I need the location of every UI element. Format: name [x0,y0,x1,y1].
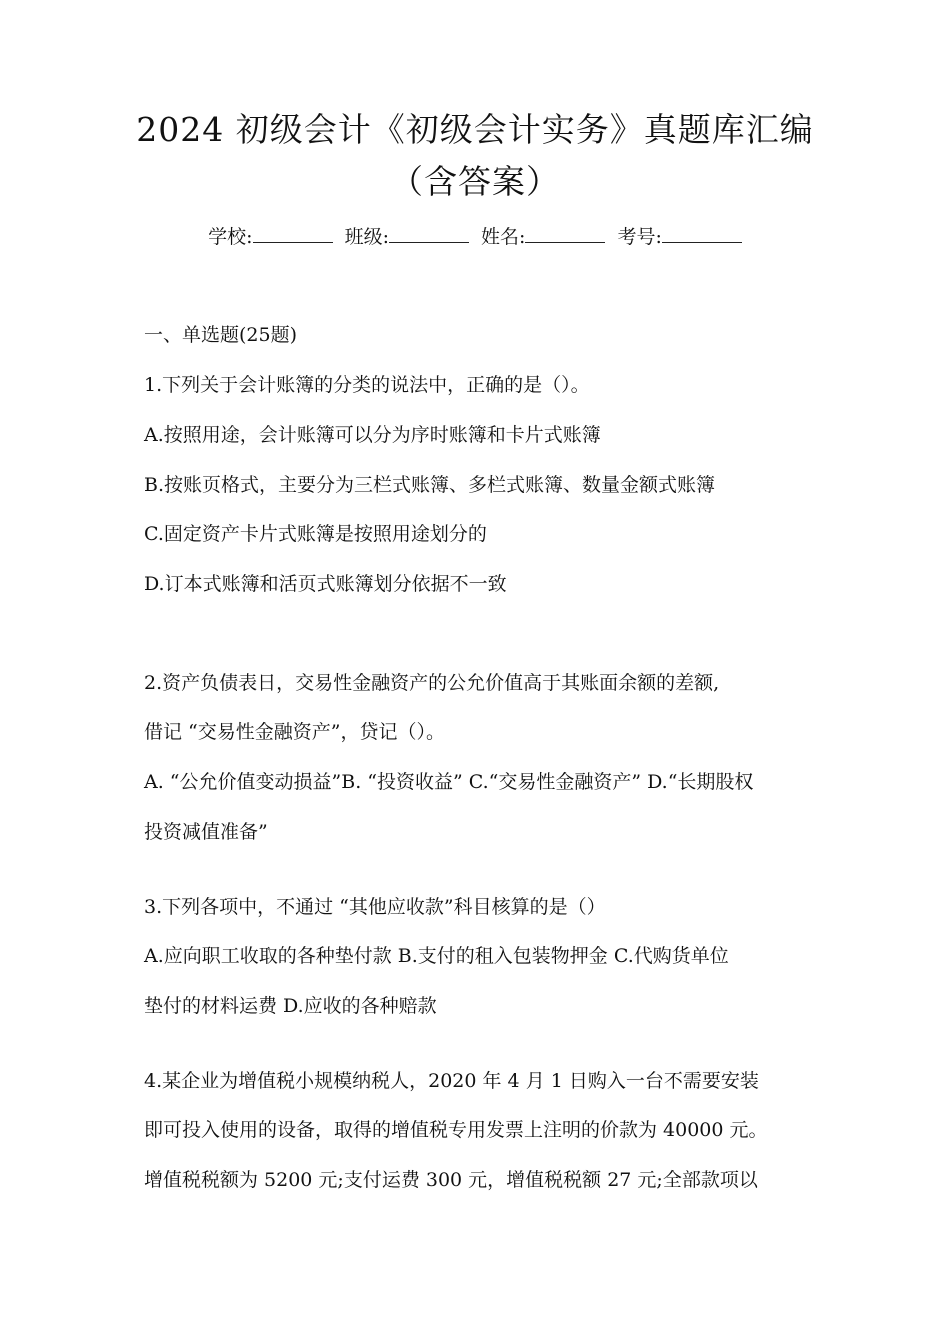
document-subtitle: （含答案） [390,162,560,201]
exam-number-label: 考号: [617,226,662,248]
question-2-options-line-2: 投资减值准备” [144,821,268,843]
question-4-stem-line-3: 增值税税额为 5200 元;支付运费 300 元，增值税税额 27 元;全部款项以 [144,1169,758,1191]
question-1-stem: 1.下列关于会计账簿的分类的说法中，正确的是（）。 [144,374,590,396]
question-4-stem-line-2: 即可投入使用的设备，取得的增值税专用发票上注明的价款为 40000 元。 [144,1119,768,1141]
question-3-options-line-1: A.应向职工收取的各种垫付款 B.支付的租入包装物押金 C.代购货单位 [144,945,729,967]
name-blank [525,225,605,243]
question-2-stem-line-1: 2.资产负债表日，交易性金融资产的公允价值高于其账面余额的差额, [144,672,720,694]
school-blank [253,225,333,243]
question-2-options-line-1: A. “公允价值变动损益”B. “投资收益” C.“交易性金融资产” D.“长期股权 [144,771,754,793]
question-1-option-d: D.订本式账簿和活页式账簿划分依据不一致 [144,573,507,595]
class-blank [389,225,469,243]
question-2-stem-line-2: 借记 “交易性金融资产”，贷记（）。 [144,721,445,743]
school-label: 学校: [208,226,253,248]
question-1-option-b: B.按账页格式，主要分为三栏式账簿、多栏式账簿、数量金额式账簿 [144,474,716,496]
class-label: 班级: [344,226,389,248]
question-1-option-c: C.固定资产卡片式账簿是按照用途划分的 [144,523,487,545]
question-1-option-a: A.按照用途，会计账簿可以分为序时账簿和卡片式账簿 [144,424,601,446]
question-3-stem: 3.下列各项中，不通过 “其他应收款”科目核算的是（） [144,896,606,918]
document-title: 2024 初级会计《初级会计实务》真题库汇编 [136,110,814,149]
exam-number-blank [662,225,742,243]
question-4-stem-line-1: 4.某企业为增值税小规模纳税人，2020 年 4 月 1 日购入一台不需要安装 [144,1070,759,1092]
question-3-options-line-2: 垫付的材料运费 D.应收的各种赔款 [144,995,437,1017]
student-info-row [0,222,950,249]
section-heading: 一、单选题(25题) [144,324,298,346]
name-label: 姓名: [481,226,526,248]
